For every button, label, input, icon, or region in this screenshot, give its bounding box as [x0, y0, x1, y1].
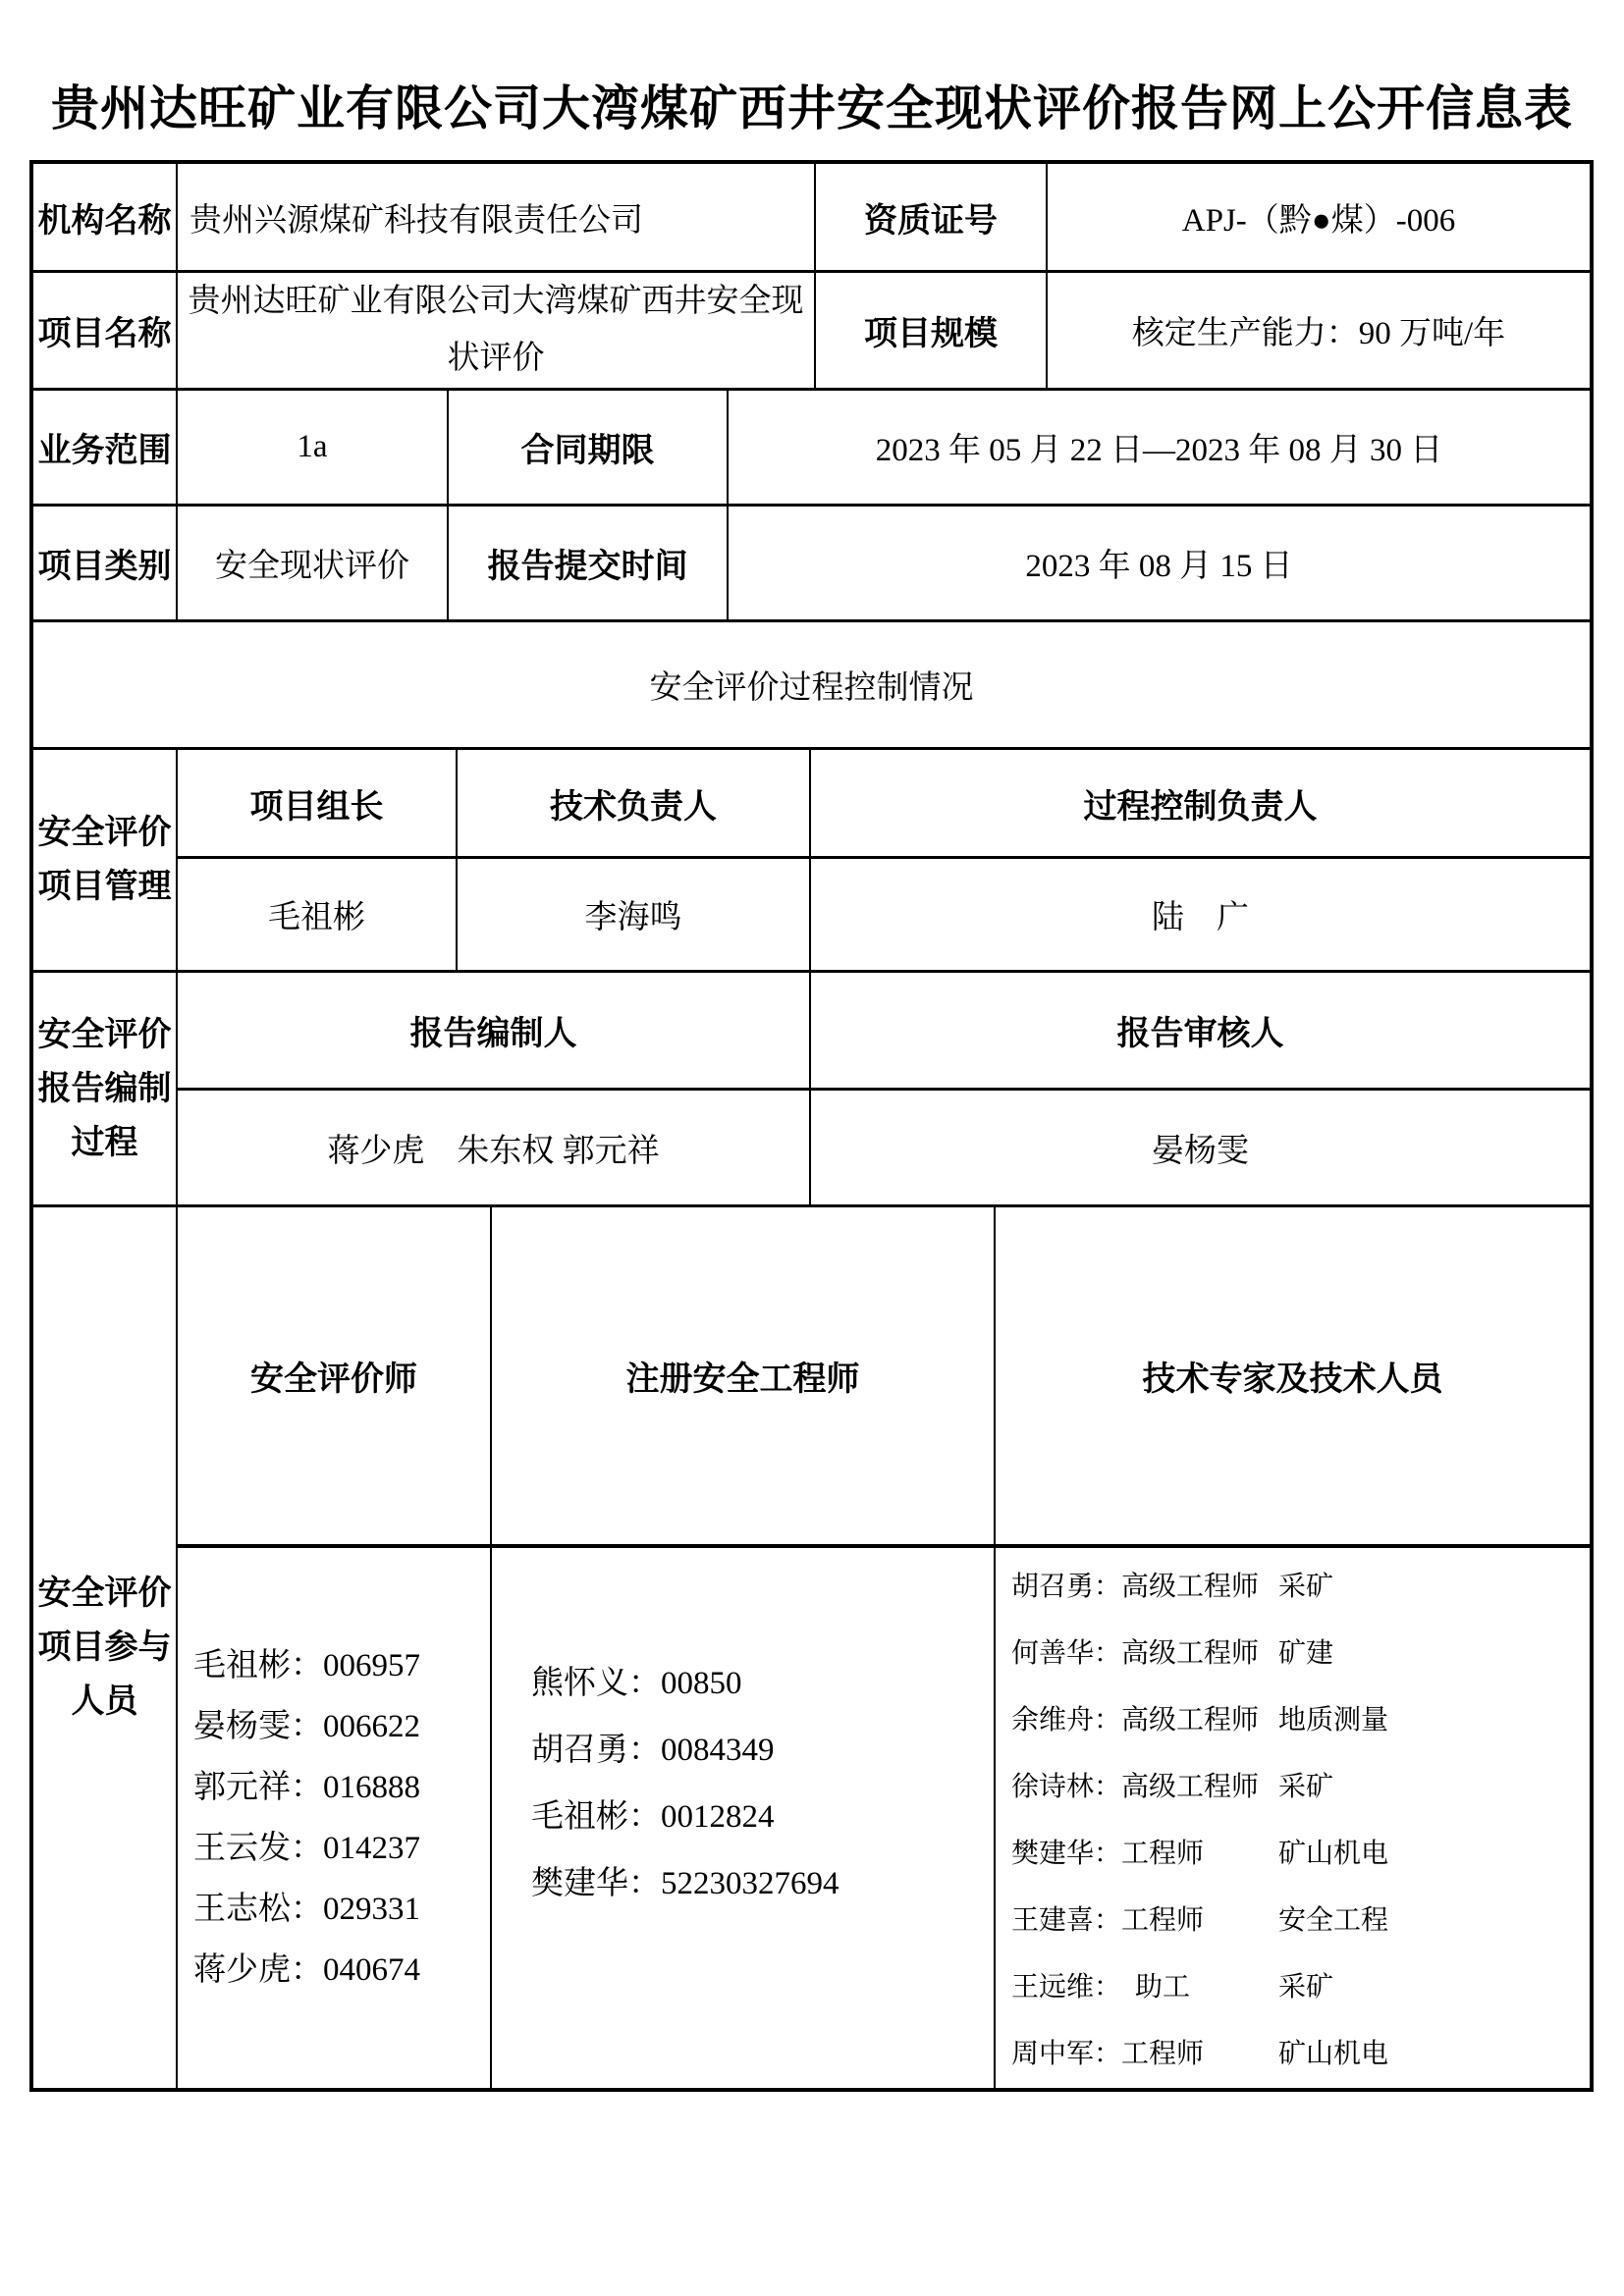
page-title: 贵州达旺矿业有限公司大湾煤矿西井安全现状评价报告网上公开信息表	[50, 81, 1573, 135]
evaluator-entry: 晏杨雯：006622	[193, 1709, 420, 1744]
management-side-lines	[38, 806, 172, 914]
report-reviewer-header: 报告审核人	[1116, 1016, 1284, 1052]
expert-specialty: 采矿	[1278, 1772, 1334, 1802]
side-label-line: 安全评价	[37, 1016, 172, 1053]
compilation-side-label	[33, 973, 178, 1204]
process-director-header: 过程控制负责人	[1083, 788, 1318, 826]
expert-entry	[996, 1751, 1590, 1818]
row-organization	[33, 164, 1590, 270]
management-side-label	[33, 750, 178, 970]
process-director-value: 陆 广	[1152, 900, 1249, 935]
org-name-label: 机构名称	[33, 164, 178, 270]
side-label-line: 安全评价	[37, 1575, 172, 1612]
contract-period-value: 2023 年 05 月 22 日—2023 年 08 月 30 日	[875, 433, 1443, 468]
side-label-line: 人员	[71, 1683, 138, 1720]
expert-entry	[996, 1684, 1590, 1751]
engineer-entry: 胡召勇：0084349	[531, 1733, 775, 1768]
contract-period-label: 合同期限	[449, 391, 729, 504]
safety-evaluators-list	[178, 1635, 490, 2001]
management-value-row	[178, 859, 1590, 970]
project-name-value: 贵州达旺矿业有限公司大湾煤矿西井安全现状评价	[178, 273, 816, 388]
expert-specialty: 地质测量	[1278, 1705, 1389, 1735]
expert-name-title: 周中军：工程师	[1011, 2039, 1205, 2069]
row-scope	[33, 388, 1590, 504]
report-compiler-value: 蒋少虎 朱东权 郭元祥	[178, 1091, 811, 1204]
evaluator-entry: 王志松：029331	[193, 1892, 420, 1927]
project-category-value: 安全现状评价	[178, 507, 449, 619]
compilation-value-row	[178, 1091, 1590, 1204]
registered-engineers-header: 注册安全工程师	[492, 1207, 996, 1544]
business-scope-value: 1a	[178, 391, 449, 504]
technical-experts-list	[996, 1551, 1590, 2085]
expert-specialty: 矿山机电	[1278, 2039, 1389, 2069]
report-submit-value: 2023 年 08 月 15 日	[1025, 549, 1293, 584]
tech-director-header: 技术负责人	[458, 750, 811, 856]
report-reviewer-value: 晏杨雯	[1152, 1133, 1249, 1169]
cert-no-value: APJ-（黔●煤）-006	[1181, 202, 1456, 239]
project-leader-header: 项目组长	[178, 750, 458, 856]
evaluator-entry: 郭元祥：016888	[193, 1770, 420, 1805]
safety-evaluators-list-cell	[178, 1548, 492, 2088]
expert-specialty: 矿建	[1278, 1638, 1334, 1669]
side-label-line: 过程	[71, 1124, 138, 1161]
expert-name-title: 王建喜：工程师	[1011, 1905, 1205, 1936]
expert-entry	[996, 1618, 1590, 1684]
registered-engineers-list	[492, 1650, 994, 1917]
expert-specialty: 采矿	[1278, 1972, 1334, 2002]
technical-experts-header: 技术专家及技术人员	[1142, 1362, 1443, 1398]
compilation-side-lines	[38, 1008, 172, 1170]
cert-no-label: 资质证号	[816, 164, 1048, 270]
engineer-entry: 熊怀义：00850	[531, 1666, 742, 1701]
section-report-compilation	[33, 970, 1590, 1204]
expert-entry	[996, 2018, 1590, 2085]
report-submit-label: 报告提交时间	[449, 507, 729, 619]
row-process-section	[33, 619, 1590, 747]
report-compiler-header: 报告编制人	[178, 973, 811, 1088]
side-label-line: 项目参与	[37, 1629, 172, 1666]
tech-director-value: 李海鸣	[458, 859, 811, 970]
section-project-management	[33, 747, 1590, 970]
side-label-line: 项目管理	[37, 869, 172, 905]
participants-side-label	[33, 1207, 178, 2088]
project-category-label: 项目类别	[33, 507, 178, 619]
expert-name-title: 胡召勇：高级工程师	[1011, 1572, 1260, 1602]
expert-name-title: 王远维： 助工	[1011, 1972, 1191, 2002]
info-table	[29, 160, 1594, 2092]
expert-entry	[996, 1885, 1590, 1951]
technical-experts-list-cell	[996, 1548, 1590, 2088]
engineer-entry: 毛祖彬：0012824	[531, 1799, 775, 1835]
side-label-line: 安全评价	[37, 815, 172, 851]
participants-value-row	[178, 1548, 1590, 2088]
participants-header-row	[178, 1207, 1590, 1548]
business-scope-label: 业务范围	[33, 391, 178, 504]
project-scale-value: 核定生产能力：90 万吨/年	[1131, 316, 1506, 351]
project-leader-value: 毛祖彬	[178, 859, 458, 970]
expert-name-title: 樊建华：工程师	[1011, 1839, 1205, 1869]
project-scale-label: 项目规模	[816, 273, 1048, 388]
project-name-label: 项目名称	[33, 273, 178, 388]
expert-name-title: 何善华：高级工程师	[1011, 1638, 1260, 1669]
evaluator-entry: 蒋少虎：040674	[193, 1952, 420, 1988]
engineer-entry: 樊建华：52230327694	[531, 1866, 839, 1901]
expert-name-title: 余维舟：高级工程师	[1011, 1705, 1260, 1735]
compilation-header-row	[178, 973, 1590, 1091]
expert-entry	[996, 1951, 1590, 2018]
expert-entry	[996, 1551, 1590, 1618]
org-name-value: 贵州兴源煤矿科技有限责任公司	[178, 164, 816, 270]
expert-entry	[996, 1818, 1590, 1885]
section-project-participants	[33, 1204, 1590, 2088]
evaluator-entry: 毛祖彬：006957	[193, 1648, 420, 1683]
process-control-section-title: 安全评价过程控制情况	[649, 670, 974, 706]
expert-specialty: 采矿	[1278, 1572, 1334, 1602]
management-header-row	[178, 750, 1590, 859]
participants-side-lines	[38, 1567, 172, 1729]
expert-specialty: 安全工程	[1278, 1905, 1389, 1936]
expert-name-title: 徐诗林：高级工程师	[1011, 1772, 1260, 1802]
row-category	[33, 504, 1590, 619]
safety-evaluators-header: 安全评价师	[178, 1207, 492, 1544]
side-label-line: 报告编制	[37, 1070, 172, 1107]
evaluator-entry: 王云发：014237	[193, 1831, 420, 1866]
expert-specialty: 矿山机电	[1278, 1839, 1389, 1869]
row-project	[33, 270, 1590, 388]
registered-engineers-list-cell	[492, 1548, 996, 2088]
